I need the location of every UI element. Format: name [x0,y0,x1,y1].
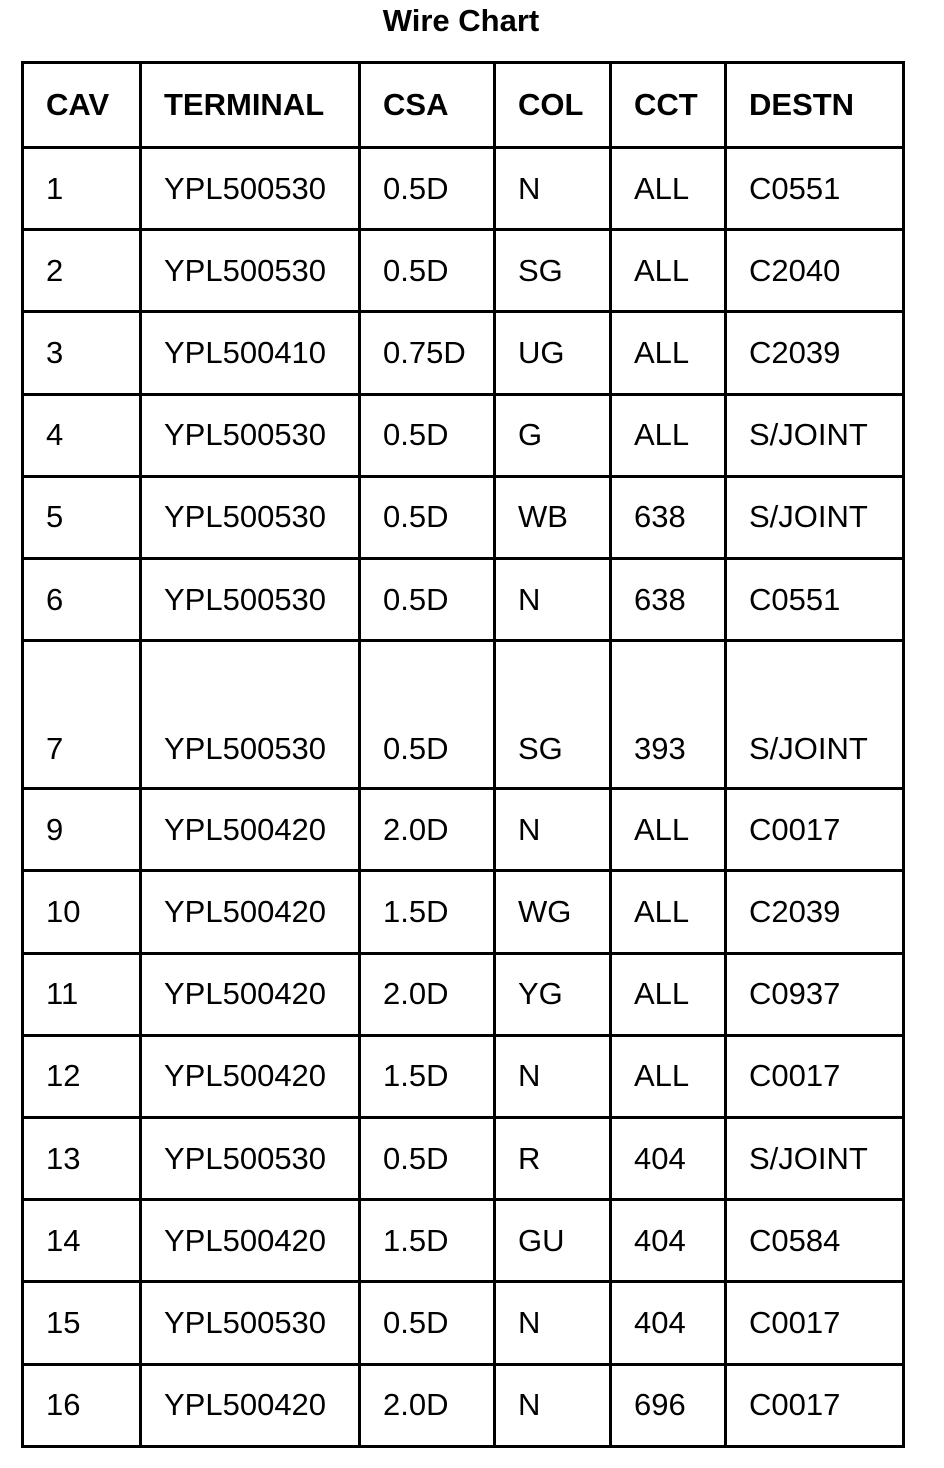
cell-csa: 2.0D [360,1364,495,1446]
cell-csa: 2.0D [360,953,495,1035]
cell-col: N [495,789,611,871]
table-row [23,871,904,953]
cell-cav: 2 [23,230,141,312]
cell-cct: ALL [611,871,726,953]
cell-terminal: YPL500420 [141,1364,360,1446]
cell-csa: 0.5D [360,394,495,476]
column-header-csa: CSA [360,63,495,148]
column-header-col: COL [495,63,611,148]
table-row [23,476,904,558]
column-header-destn: DESTN [726,63,904,148]
column-header-terminal: TERMINAL [141,63,360,148]
cell-terminal: YPL500530 [141,230,360,312]
cell-col: GU [495,1200,611,1282]
table-row [23,558,904,640]
cell-col: WB [495,476,611,558]
cell-col: N [495,1364,611,1446]
cell-cct: 638 [611,558,726,640]
cell-csa: 1.5D [360,1200,495,1282]
cell-cav: 7 [23,641,141,789]
cell-cct: ALL [611,1035,726,1117]
cell-terminal: YPL500420 [141,871,360,953]
cell-csa: 0.5D [360,558,495,640]
cell-terminal: YPL500420 [141,1035,360,1117]
cell-cav: 13 [23,1118,141,1200]
cell-col: N [495,1035,611,1117]
cell-col: N [495,148,611,230]
cell-destn: C2039 [726,871,904,953]
table-row [23,394,904,476]
cell-cav: 9 [23,789,141,871]
cell-csa: 0.5D [360,1118,495,1200]
cell-cct: ALL [611,394,726,476]
cell-destn: C0017 [726,1282,904,1364]
cell-col: N [495,558,611,640]
cell-cav: 3 [23,312,141,394]
cell-cav: 6 [23,558,141,640]
column-header-cav: CAV [23,63,141,148]
cell-cav: 5 [23,476,141,558]
cell-terminal: YPL500530 [141,394,360,476]
cell-col: SG [495,230,611,312]
cell-destn: C0551 [726,558,904,640]
table-row [23,230,904,312]
cell-csa: 2.0D [360,789,495,871]
cell-csa: 0.75D [360,312,495,394]
cell-csa: 0.5D [360,641,495,789]
cell-destn: C0017 [726,789,904,871]
table-row [23,953,904,1035]
cell-destn: S/JOINT [726,394,904,476]
table-row [23,1364,904,1446]
cell-cav: 14 [23,1200,141,1282]
cell-cct: 404 [611,1282,726,1364]
table-body [23,148,904,1447]
cell-destn: C0551 [726,148,904,230]
cell-terminal: YPL500410 [141,312,360,394]
cell-cct: 404 [611,1118,726,1200]
cell-cct: 696 [611,1364,726,1446]
table-row [23,1200,904,1282]
cell-cct: 638 [611,476,726,558]
table-row [23,1035,904,1117]
cell-col: YG [495,953,611,1035]
cell-col: G [495,394,611,476]
cell-cct: 404 [611,1200,726,1282]
cell-destn: C2040 [726,230,904,312]
cell-terminal: YPL500530 [141,1282,360,1364]
cell-destn: C0937 [726,953,904,1035]
cell-cct: ALL [611,953,726,1035]
cell-csa: 1.5D [360,871,495,953]
cell-col: WG [495,871,611,953]
table-header-row [23,63,904,148]
table-row [23,312,904,394]
cell-col: SG [495,641,611,789]
cell-cct: ALL [611,148,726,230]
cell-cav: 12 [23,1035,141,1117]
cell-destn: C0584 [726,1200,904,1282]
cell-destn: C2039 [726,312,904,394]
table-row [23,1282,904,1364]
cell-destn: S/JOINT [726,1118,904,1200]
table-row [23,1118,904,1200]
cell-cct: ALL [611,789,726,871]
cell-csa: 1.5D [360,1035,495,1117]
page-title: Wire Chart [382,3,540,38]
wire-chart-table [21,61,905,1448]
cell-terminal: YPL500530 [141,1118,360,1200]
cell-terminal: YPL500530 [141,148,360,230]
cell-terminal: YPL500530 [141,641,360,789]
cell-csa: 0.5D [360,230,495,312]
cell-col: N [495,1282,611,1364]
cell-col: UG [495,312,611,394]
cell-cct: ALL [611,312,726,394]
cell-destn: S/JOINT [726,476,904,558]
cell-cav: 16 [23,1364,141,1446]
cell-cct: ALL [611,230,726,312]
cell-terminal: YPL500530 [141,476,360,558]
cell-terminal: YPL500420 [141,1200,360,1282]
cell-csa: 0.5D [360,1282,495,1364]
cell-destn: S/JOINT [726,641,904,789]
table-row [23,789,904,871]
cell-csa: 0.5D [360,148,495,230]
cell-cav: 11 [23,953,141,1035]
cell-cav: 15 [23,1282,141,1364]
cell-cav: 1 [23,148,141,230]
cell-cav: 10 [23,871,141,953]
column-header-cct: CCT [611,63,726,148]
cell-terminal: YPL500420 [141,953,360,1035]
cell-destn: C0017 [726,1035,904,1117]
cell-cct: 393 [611,641,726,789]
cell-csa: 0.5D [360,476,495,558]
cell-destn: C0017 [726,1364,904,1446]
table-row [23,641,904,789]
cell-cav: 4 [23,394,141,476]
cell-terminal: YPL500420 [141,789,360,871]
cell-terminal: YPL500530 [141,558,360,640]
table-row [23,148,904,230]
cell-col: R [495,1118,611,1200]
